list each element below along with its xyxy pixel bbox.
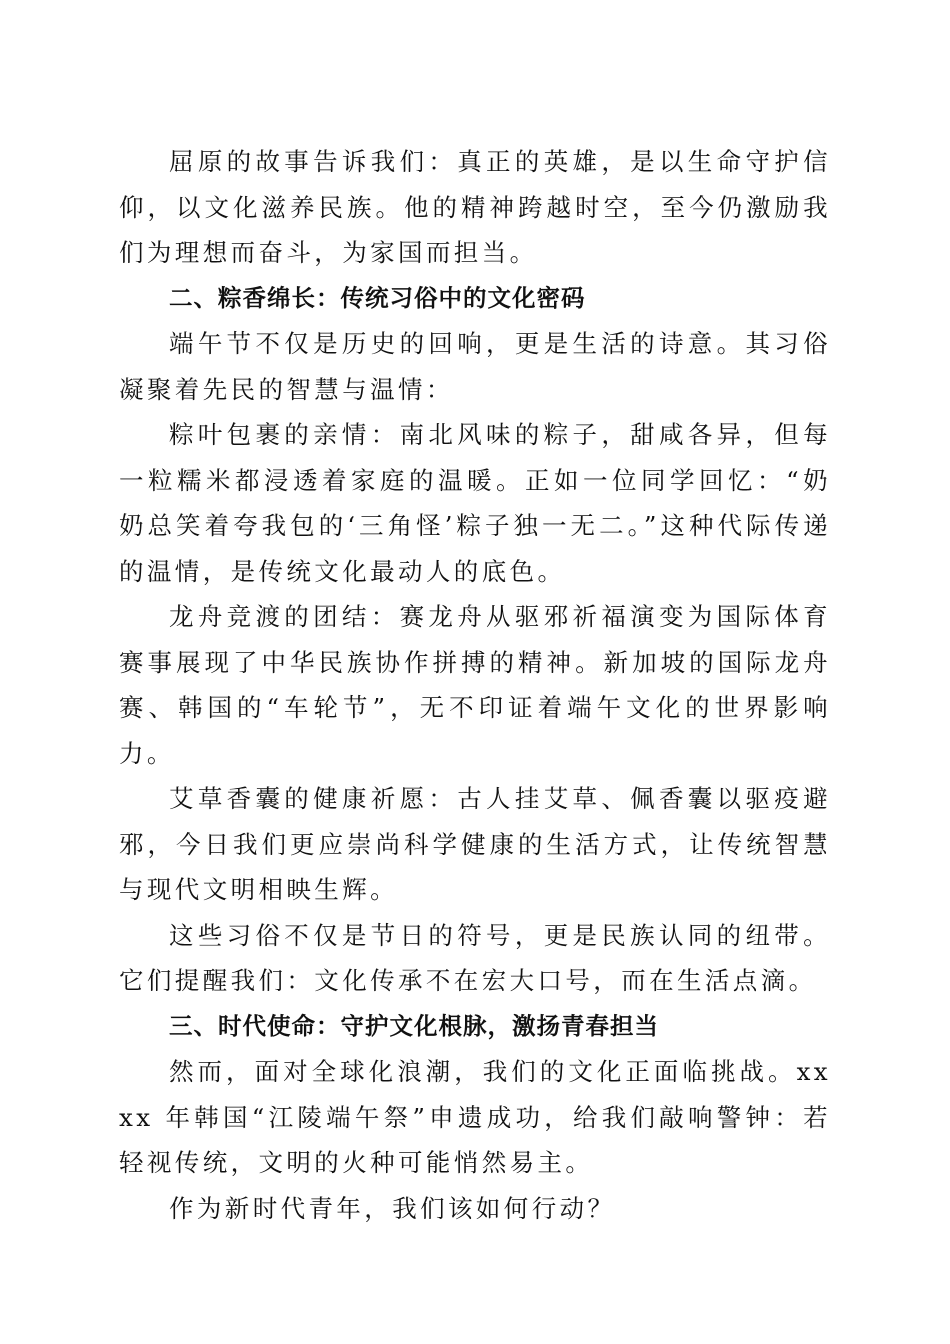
paragraph-qu-yuan-story: 屈原的故事告诉我们：真正的英雄，是以生命守护信仰，以文化滋养民族。他的精神跨越时空，至今仍激励我们为理想而奋斗，为家国而担当。	[119, 147, 831, 267]
section-heading-3: 三、时代使命：守护文化根脉，激扬青春担当	[169, 1011, 659, 1040]
section-heading-2: 二、粽香绵长：传统习俗中的文化密码	[169, 283, 586, 312]
paragraph-zongzi: 粽叶包裹的亲情：南北风味的粽子，甜咸各异，但每一粒糯米都浸透着家庭的温暖。正如一位同学回忆：“奶奶总笑着夸我包的‘三角怪’粽子独一无二。”这种代际传递的温情，是传统文化最动人的底色。	[119, 420, 831, 586]
paragraph-dragon-boat: 龙舟竞渡的团结：赛龙舟从驱邪祈福演变为国际体育赛事展现了中华民族协作拼搏的精神。新加坡的国际龙舟赛、韩国的“车轮节”，无不印证着端午文化的世界影响力。	[119, 602, 831, 768]
paragraph-youth-question: 作为新时代青年，我们该如何行动？	[169, 1193, 616, 1223]
paragraph-customs-intro: 端午节不仅是历史的回响，更是生活的诗意。其习俗凝聚着先民的智慧与温情：	[119, 329, 831, 404]
paragraph-customs-summary: 这些习俗不仅是节日的符号，更是民族认同的纽带。它们提醒我们：文化传承不在宏大口号，而在生活点滴。	[119, 920, 831, 995]
document-body	[119, 139, 831, 1231]
paragraph-mugwort-sachet: 艾草香囊的健康祈愿：古人挂艾草、佩香囊以驱疫避邪，今日我们更应崇尚科学健康的生活方式，让传统智慧与现代文明相映生辉。	[119, 784, 831, 904]
paragraph-globalization-challenge: 然而，面对全球化浪潮，我们的文化正面临挑战。xxxx 年韩国“江陵端午祭”申遗成功，给我们敲响警钟：若轻视传统，文明的火种可能悄然易主。	[119, 1057, 831, 1177]
